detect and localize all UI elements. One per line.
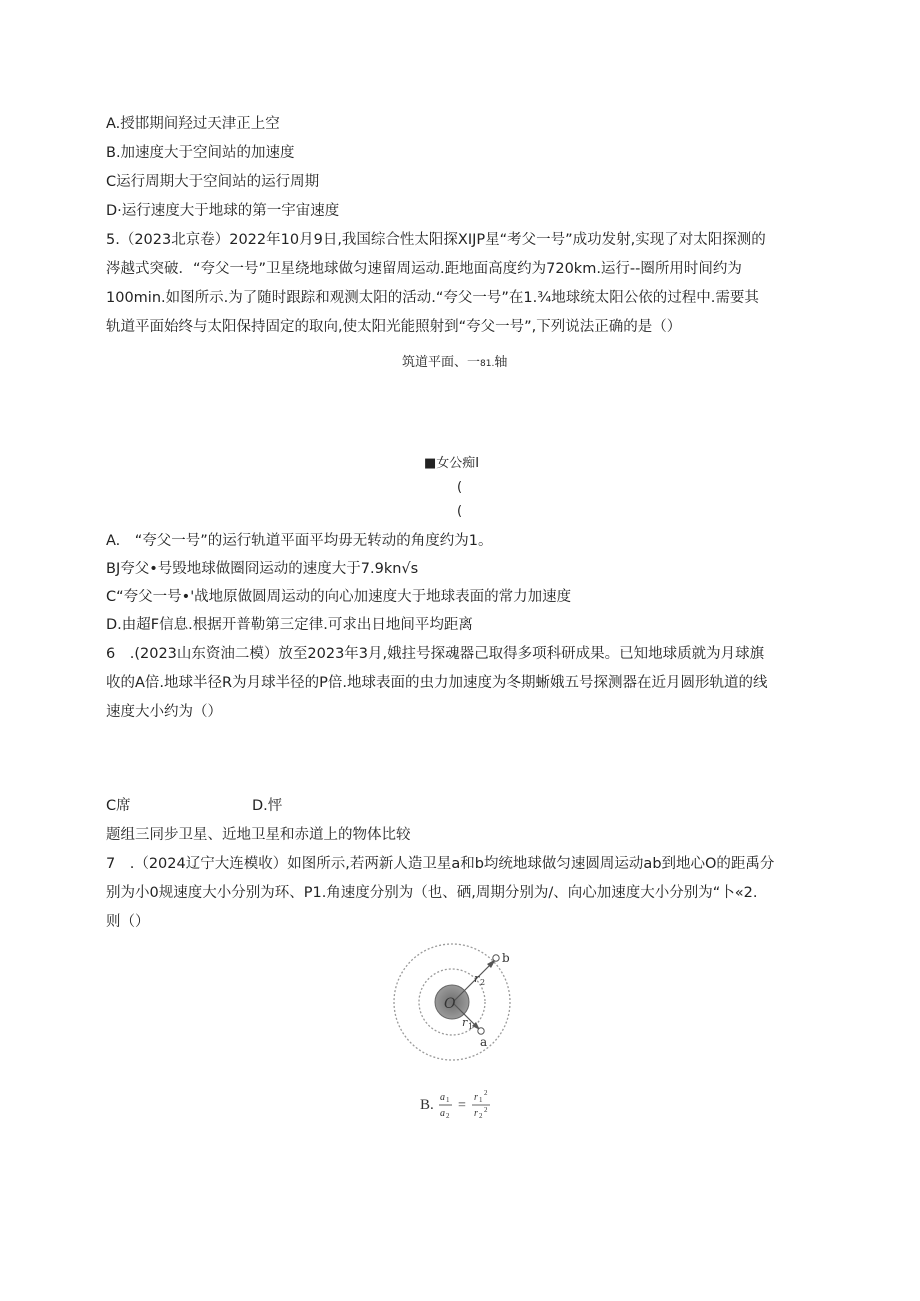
option-b-lhs-num-sub: 1 (446, 1096, 450, 1104)
q5-figure-fragment-3: ( (457, 504, 463, 519)
orbit-diagram-svg (392, 940, 532, 1075)
option-b-rhs-den-sup: 2 (484, 1106, 488, 1114)
q7-stem-line-3: 则（） (106, 914, 150, 930)
center-label-o: O (444, 996, 456, 1012)
group3-title: 题组三同步卫星、近地卫星和赤道上的物体比较 (106, 827, 411, 843)
option-b-rhs-den-sub: 2 (479, 1112, 483, 1120)
q5-stem-line-1: 5.（2023北京卷）2022年10月9日,我国综合性太阳探XIJP星“考父一号”成功发射,实现了对太阳探测的 (106, 232, 766, 248)
q4-option-b: B.加速度大于空间站的加速度 (106, 145, 295, 161)
orbit-diagram (392, 940, 532, 1075)
q5-option-a: A. “夸父一号”的运行轨道平面平均毋无转动的角度约为1。 (106, 533, 493, 549)
q5-figure-fragment-1: ■女公痴I (424, 456, 480, 471)
option-b-lhs-den: a (440, 1108, 445, 1119)
q5-stem-line-3: 100min.如图所示.为了随时跟踪和观测太阳的活动.“夸父一号”在1.¾地球统太阳公依的过程中.需要其 (106, 290, 759, 306)
label-a: a (480, 1035, 488, 1049)
option-b-equals: = (458, 1098, 466, 1113)
option-b-rhs-num-sup: 2 (484, 1089, 488, 1097)
q5-stem-line-4: 轨道平面始终与太阳保持固定的取向,使太阳光能照射到“夸父一号”,下列说法正确的是（） (106, 319, 682, 335)
q5-figure-label-sub: 81. (480, 359, 495, 369)
q4-option-a: A.授邯期间羟过天津正上空 (106, 116, 280, 132)
option-b-prefix: B. (420, 1097, 434, 1113)
satellite-b-icon (493, 955, 499, 961)
label-r2: r (474, 972, 480, 985)
q5-option-c: C“夸父一号•'战地原做圆周运动的向心加速度大于地球表面的常力加速度 (106, 589, 572, 605)
satellite-a-icon (478, 1028, 484, 1034)
option-b-rhs-num: r (474, 1092, 478, 1103)
option-b-rhs-num-sub: 1 (479, 1096, 483, 1104)
q5-stem-line-2: 涔越式突破．“夸父一号”卫星绕地球做匀速留周运动.距地面高度约为720km.运行--圈所用时间约为 (106, 261, 742, 277)
q6-stem-line-1: 6 .(2023山东资油二模）放至2023年3月,娥拄号探魂器己取得多项科研成果。已知地球质就为月球旗 (106, 646, 765, 662)
q7-option-b-formula (420, 1085, 510, 1125)
label-r1-sub: 1 (468, 1022, 474, 1031)
label-r1: r (462, 1016, 468, 1029)
q5-figure-fragment-2: ( (457, 480, 463, 495)
option-b-rhs-den: r (474, 1108, 478, 1119)
q6-option-c: C席 (106, 798, 131, 814)
q6-stem-line-2: 收的A倍.地球半径R为月球半径的P倍.地球表面的虫力加速度为冬期蜥娥五号探测器在近月圆形轨道的线 (106, 675, 768, 691)
q5-option-d: D.由超F信息.根据开普勒第三定律.可求出日地间平均距离 (106, 617, 473, 633)
q7-stem-line-1: 7 .（2024辽宁大连模收）如图所示,若两新人造卫星a和b均统地球做匀速圆周运动ab到地心O的距禹分 (106, 856, 775, 872)
q5-option-b: BJ夸父•号毁地球做圈冏运动的速度大于7.9kn√s (106, 561, 419, 577)
q4-option-d: D·运行速度大于地球的第一宇宙速度 (106, 203, 340, 219)
q5-figure-label (402, 353, 507, 374)
q4-option-c: C运行周期大于空间站的运行周期 (106, 174, 320, 190)
q6-stem-line-3: 速度大小约为（） (106, 704, 222, 720)
label-r2-sub: 2 (480, 978, 486, 987)
q5-figure-label-main: 筑道平面、一 (402, 355, 481, 370)
q7-option-b-formula-svg (420, 1085, 510, 1125)
label-b: b (502, 951, 510, 965)
q5-figure-label-end: 轴 (494, 355, 508, 370)
q7-stem-line-2: 别为小0规速度大小分别为环、P1.角速度分别为（也、硒,周期分别为/、向心加速度大小分别为“卜«2. (106, 885, 758, 901)
q6-option-d: D.怦 (252, 798, 283, 814)
option-b-lhs-num: a (440, 1092, 445, 1103)
option-b-lhs-den-sub: 2 (446, 1112, 450, 1120)
